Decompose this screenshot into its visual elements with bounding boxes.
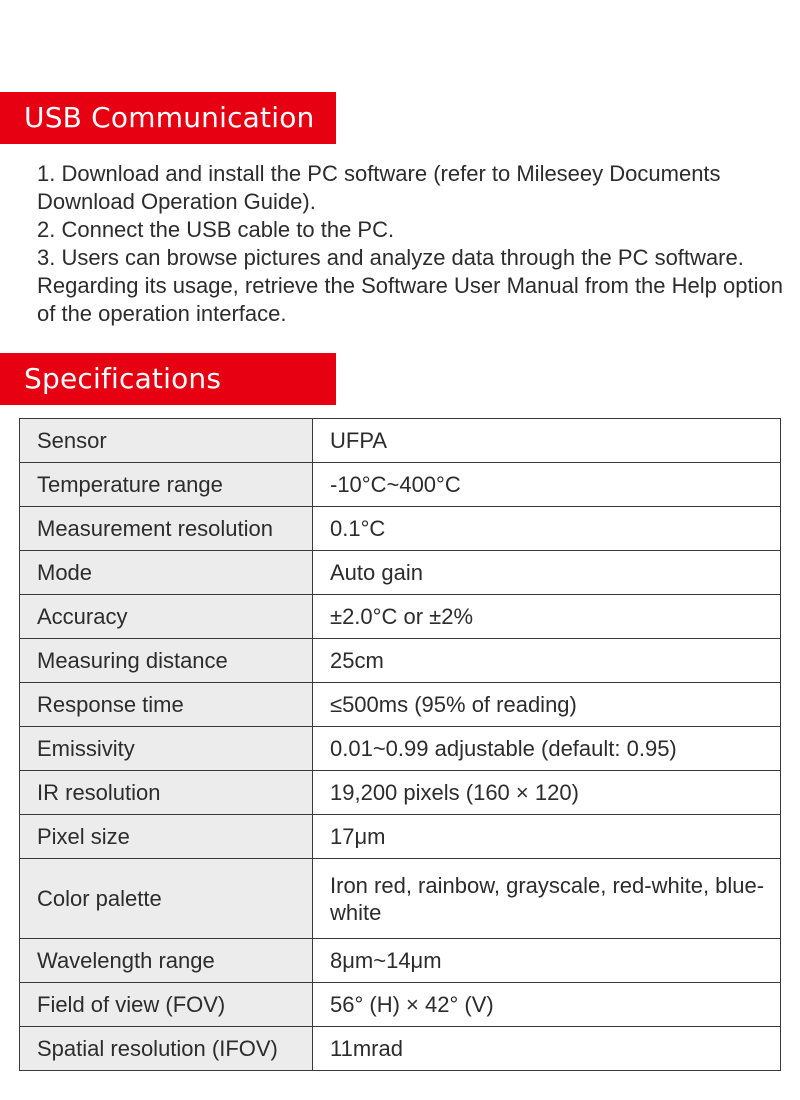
spec-label: Spatial resolution (IFOV) <box>20 1027 313 1071</box>
spec-row-response-time <box>20 683 781 727</box>
spec-label: Sensor <box>20 419 313 463</box>
spec-label: Response time <box>20 683 313 727</box>
spec-row-wavelength-range <box>20 939 781 983</box>
spec-label: IR resolution <box>20 771 313 815</box>
spec-label: Temperature range <box>20 463 313 507</box>
spec-label: Wavelength range <box>20 939 313 983</box>
spec-row-field-of-view <box>20 983 781 1027</box>
spec-label: Mode <box>20 551 313 595</box>
specifications-table <box>19 418 781 1071</box>
specifications-header: Specifications <box>0 353 336 405</box>
spec-value: 17μm <box>313 815 781 859</box>
spec-value: UFPA <box>313 419 781 463</box>
usb-instructions <box>37 160 787 328</box>
spec-label: Accuracy <box>20 595 313 639</box>
usb-step-2: 2. Connect the USB cable to the PC. <box>37 217 395 242</box>
spec-row-measuring-distance <box>20 639 781 683</box>
spec-value: 56° (H) × 42° (V) <box>313 983 781 1027</box>
spec-label: Pixel size <box>20 815 313 859</box>
spec-value: ±2.0°C or ±2% <box>313 595 781 639</box>
spec-row-temperature-range <box>20 463 781 507</box>
spec-row-mode <box>20 551 781 595</box>
spec-label: Field of view (FOV) <box>20 983 313 1027</box>
spec-value: -10°C~400°C <box>313 463 781 507</box>
spec-value: Iron red, rainbow, grayscale, red-white, blue-white <box>313 859 781 939</box>
spec-label: Measurement resolution <box>20 507 313 551</box>
spec-row-sensor <box>20 419 781 463</box>
spec-row-color-palette <box>20 859 781 939</box>
spec-label: Emissivity <box>20 727 313 771</box>
usb-step-1: 1. Download and install the PC software (refer to Mileseey Documents Download Operation Guide). <box>37 161 721 214</box>
spec-value: 8μm~14μm <box>313 939 781 983</box>
usb-step-3: 3. Users can browse pictures and analyze data through the PC software. Regarding its usage, retrieve the Software User Manual from the Help option of the operation interface. <box>37 245 783 326</box>
spec-value: Auto gain <box>313 551 781 595</box>
spec-row-accuracy <box>20 595 781 639</box>
spec-value: 0.01~0.99 adjustable (default: 0.95) <box>313 727 781 771</box>
spec-label: Measuring distance <box>20 639 313 683</box>
spec-label: Color palette <box>20 859 313 939</box>
spec-value: 11mrad <box>313 1027 781 1071</box>
spec-row-ir-resolution <box>20 771 781 815</box>
spec-row-spatial-resolution <box>20 1027 781 1071</box>
spec-row-measurement-resolution <box>20 507 781 551</box>
spec-value: 25cm <box>313 639 781 683</box>
spec-row-pixel-size <box>20 815 781 859</box>
spec-row-emissivity <box>20 727 781 771</box>
spec-value: 0.1°C <box>313 507 781 551</box>
spec-value: 19,200 pixels (160 × 120) <box>313 771 781 815</box>
usb-communication-header: USB Communication <box>0 92 336 144</box>
spec-value: ≤500ms (95% of reading) <box>313 683 781 727</box>
